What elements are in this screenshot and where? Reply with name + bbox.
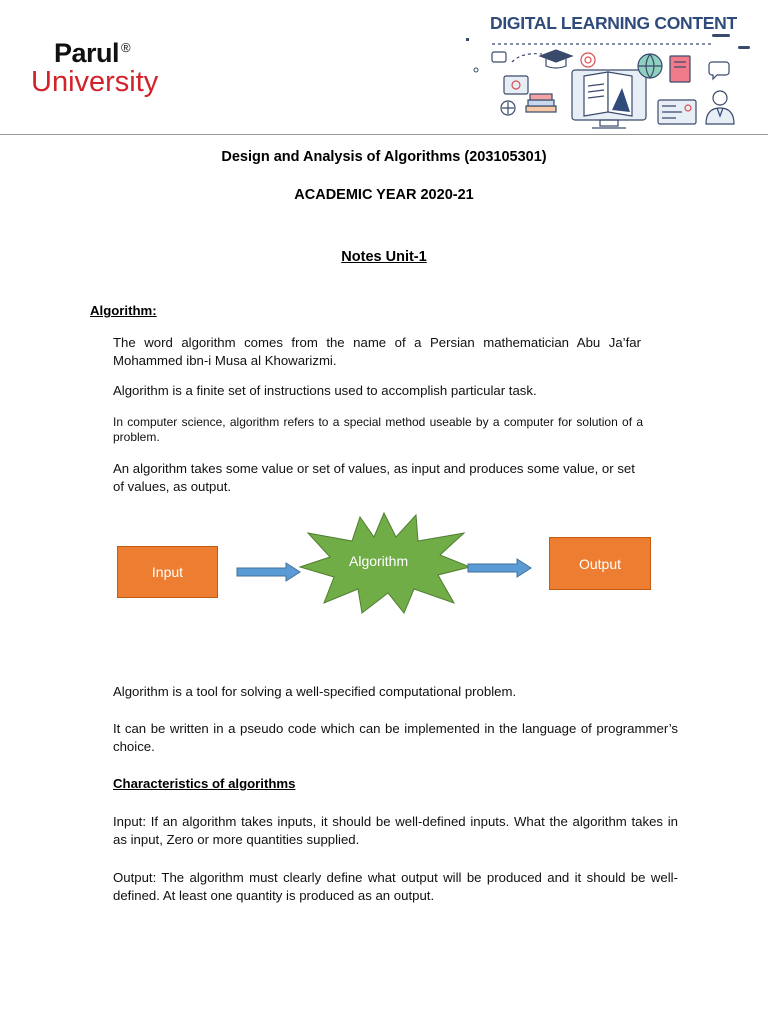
course-title: Design and Analysis of Algorithms (203105301) xyxy=(221,149,547,165)
academic-year: ACADEMIC YEAR 2020-21 xyxy=(294,187,474,203)
paragraph-pseudocode: It can be written in a pseudo code which can be implemented in the language of programmer’s choice. xyxy=(113,721,678,754)
paragraph-tool: Algorithm is a tool for solving a well-specified computational problem. xyxy=(113,684,517,699)
paragraph-output-characteristic: Output: The algorithm must clearly define what output will be produced and it should be well-defined. At least one quantity is produced as an output. xyxy=(113,870,678,903)
algorithm-label: Algorithm xyxy=(349,553,409,569)
output-box: Output xyxy=(549,537,651,590)
paragraph-input-output: An algorithm takes some value or set of values, as input and produces some value, or set of values, as output. xyxy=(113,461,635,494)
logo-parul-text: Parul ® xyxy=(54,38,131,68)
section-heading-characteristics: Characteristics of algorithms xyxy=(113,776,296,791)
logo-university-text: University xyxy=(31,66,159,98)
banner-title: DIGITAL LEARNING CONTENT xyxy=(490,13,737,33)
paragraph-origin: The word algorithm comes from the name of a Persian mathematician Abu Ja’far Mohammed ibn-i Musa al Khowarizmi. xyxy=(113,335,641,368)
paragraph-computer-science: In computer science, algorithm refers to a special method useable by a computer for solution of a problem. xyxy=(113,415,643,444)
arrow-input-to-algorithm xyxy=(236,562,302,582)
registered-mark: ® xyxy=(121,40,131,55)
input-box: Input xyxy=(117,546,218,598)
arrow-algorithm-to-output xyxy=(467,558,533,578)
paragraph-input-characteristic: Input: If an algorithm takes inputs, it should be well-defined inputs. What the algorithm takes in as input, Zero or more quantities supplied. xyxy=(113,814,678,847)
paragraph-definition: Algorithm is a finite set of instructions used to accomplish particular task. xyxy=(113,383,537,398)
notes-title: Notes Unit-1 xyxy=(341,249,427,265)
section-heading-algorithm: Algorithm: xyxy=(90,303,157,318)
elearning-illustration xyxy=(462,32,762,134)
header-divider xyxy=(0,134,768,135)
